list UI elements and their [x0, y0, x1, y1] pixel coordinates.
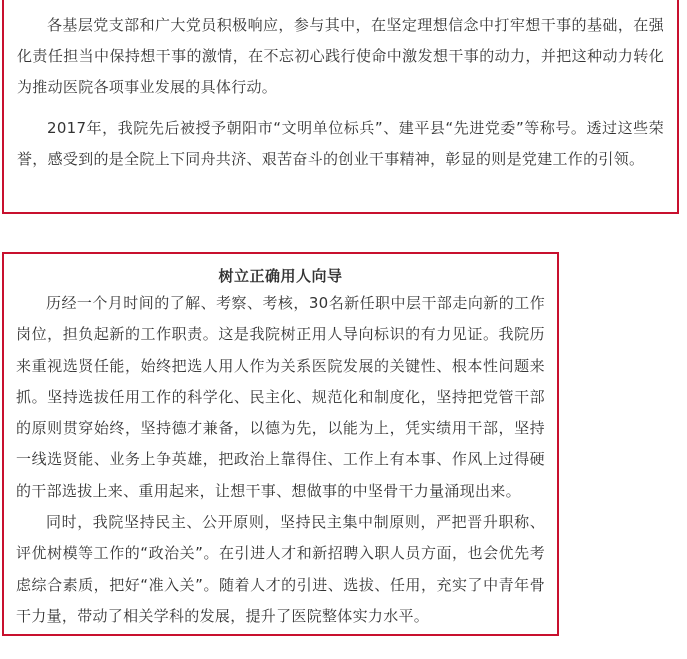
section-heading: 树立正确用人向导	[218, 267, 343, 285]
paragraph: 各基层党支部和广大党员积极响应，参与其中，在坚定理想信念中打牢想干事的基础，在强化责任担当中保持想干事的激情，在不忘初心践行使命中激发想干事的动力，并把这种动力转化为推动医院各项事业发展的具体行动。	[17, 16, 664, 96]
article-section-box	[2, 252, 559, 636]
paragraph: 2017年，我院先后被授予朝阳市“文明单位标兵”、建平县“先进党委”等称号。透过这些荣誉，感受到的是全院上下同舟共济、艰苦奋斗的创业干事精神，彰显的则是党建工作的引领。	[17, 119, 664, 168]
article-section-box	[2, 0, 679, 214]
paragraph: 历经一个月时间的了解、考察、考核，30名新任职中层干部走向新的工作岗位，担负起新的工作职责。这是我院树正用人导向标识的有力见证。我院历来重视选贤任能，始终把选人用人作为关系医院发展的关键性、根本性问题来抓。坚持选拔任用工作的科学化、民主化、规范化和制度化，坚持把党管干部的原则贯穿始终，坚持德才兼备，以德为先，以能为上，凭实绩用干部，坚持一线选贤能、业务上争英雄，把政治上靠得住、工作上有本事、作风上过得硬的干部选拔上来、重用起来，让想干事、想做事的中坚骨干力量涌现出来。	[16, 294, 545, 500]
paragraph: 同时，我院坚持民主、公开原则，坚持民主集中制原则，严把晋升职称、评优树模等工作的“政治关”。在引进人才和新招聘入职人员方面，也会优先考虑综合素质，把好“准入关”。随着人才的引进、选拔、任用，充实了中青年骨干力量，带动了相关学科的发展，提升了医院整体实力水平。	[16, 513, 545, 625]
